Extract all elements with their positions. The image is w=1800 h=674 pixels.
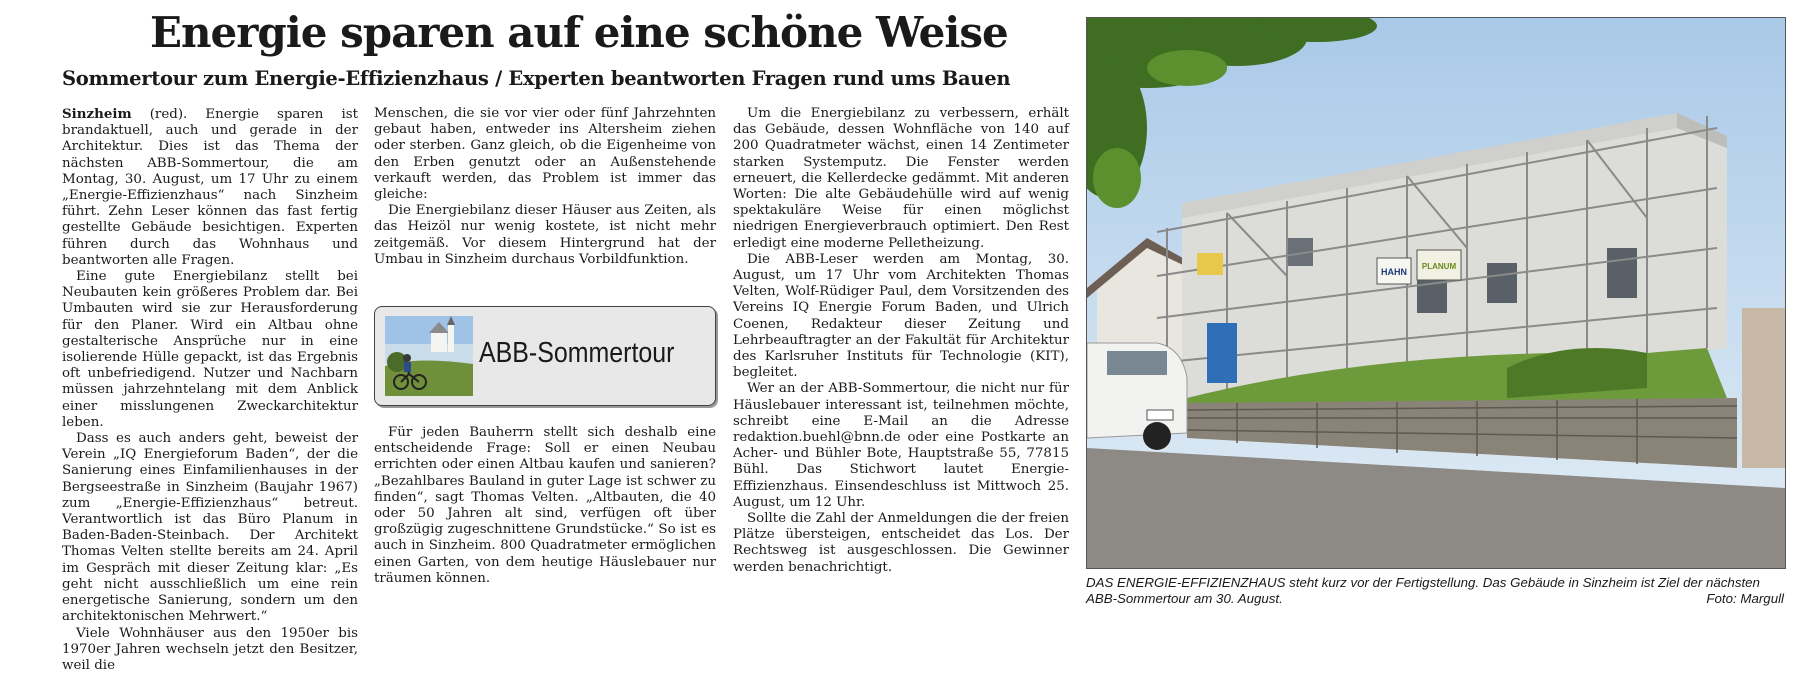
sommertour-logo-box (374, 306, 716, 406)
paragraph: Sollte die Zahl der Anmeldungen die der freien Plätze übersteigen, entscheidet das Los. Der Rechtsweg ist ausgeschlossen. Die Gewinner werden benachrichtigt. (733, 511, 1069, 576)
article-column-1 (62, 106, 358, 674)
photo-caption (1086, 575, 1784, 607)
sommertour-label: ABB-Sommertour (479, 337, 674, 370)
paragraph (62, 106, 358, 269)
caption-text: DAS ENERGIE-EFFIZIENZHAUS steht kurz vor der Fertigstellung. Das Gebäude in Sinzheim ist Ziel der nächsten ABB-Sommertour am 30. August. (1086, 575, 1760, 606)
dateline: Sinzheim (62, 106, 132, 122)
paragraph: Viele Wohnhäuser aus den 1950er bis 1970er Jahren wechseln jetzt den Besitzer, weil die (62, 626, 358, 674)
paragraph: Eine gute Energiebilanz stellt bei Neubauten kein größeres Problem dar. Bei Umbauten wird sie zur Herausforderung für den Planer. Wird ein Altbau ohne gestalterische Ansprüche nur in eine isolierende Hülle gepackt, ist das Ergebnis oft unbefriedigend. Nutzer und Nachbarn müssen jahrzehntelang mit dem Anblick einer misslungenen Zweckarchitektur leben. (62, 269, 358, 431)
article-column-2 (374, 106, 716, 268)
photo-credit: Foto: Margull (1706, 591, 1784, 607)
paragraph: Wer an der ABB-Sommertour, die nicht nur für Häuslebauer interessant ist, teilnehmen möchte, schreibt eine E-Mail an die Adresse redaktion.buehl@bnn.de oder eine Postkarte an Acher- und Bühler Bote, Hauptstraße 55, 77815 Bühl. Das Stichwort lautet Energie-Effizienzhaus. Einsendeschluss ist Mittwoch 25. August, um 12 Uhr. (733, 381, 1069, 511)
paragraph: Die Energiebilanz dieser Häuser aus Zeiten, als das Heizöl nur wenig kostete, ist nicht mehr zeitgemäß. Vor diesem Hintergrund hat der Umbau in Sinzheim durchaus Vorbildfunktion. (374, 203, 716, 268)
scaffold-sign-2: PLANUM (1422, 262, 1457, 271)
article-column-3 (733, 106, 1069, 576)
headline: Energie sparen auf eine schöne Weise (150, 8, 940, 57)
paragraph: Für jeden Bauherrn stellt sich deshalb eine entscheidende Frage: Soll er einen Neubau errichten oder einen Altbau kaufen und sanieren? „Bezahlbares Bauland in guter Lage ist schwer zu finden“, sagt Thomas Velten. „Altbauten, die 40 oder 50 Jahren alt sind, verfügen oft über großzügig zugeschnittene Grundstücke.“ So ist es auch in Sinzheim. 800 Quadratmeter ermöglichen einen Garten, von dem heutige Häuslebauer nur träumen können. (374, 425, 716, 587)
paragraph: Um die Energiebilanz zu verbessern, erhält das Gebäude, dessen Wohnfläche von 140 auf 200 Quadratmeter wächst, einen 14 Zentimeter starken Systemputz. Die Fenster werden erneuert, die Kellerdecke gedämmt. Mit anderen Worten: Die alte Gebäudehülle wird auf wenig spektakuläre Weise für einen möglichst niedrigen Energieverbrauch optimiert. Den Rest erledigt eine moderne Pelletheizung. (733, 106, 1069, 252)
article-column-2-continued (374, 425, 716, 587)
paragraph: Die ABB-Leser werden am Montag, 30. August, um 17 Uhr vom Architekten Thomas Velten, Wolf-Rüdiger Paul, dem Vorsitzenden des Vereins IQ Energie Forum Baden, und Ulrich Coenen, Redakteur dieser Zeitung und Lehrbeauftragter an der Fakultät für Architektur des Karlsruher Instituts für Technologie (KIT), begleitet. (733, 252, 1069, 382)
scaffold-sign-1: HAHN (1381, 267, 1407, 277)
paragraph: Dass es auch anders geht, beweist der Verein „IQ Energieforum Baden“, der die Sanierung eines Einfamilienhauses in der Bergseestraße in Sinzheim (Baujahr 1967) zum „Energie-Effizienzhaus“ betreut. Verantwortlich ist das Büro Planum in Baden-Baden-Steinbach. Der Architekt Thomas Velten stellte bereits am 24. April im Gespräch mit dieser Zeitung klar: „Es geht nicht ausschließlich um eine rein energetische Sanierung, sondern um den architektonischen Mehrwert.“ (62, 431, 358, 625)
cyclist-photo (385, 316, 473, 396)
subheadline: Sommertour zum Energie-Effizienzhaus / Experten beantworten Fragen rund ums Bauen (62, 67, 1062, 90)
house-photo (1086, 17, 1786, 569)
paragraph: Menschen, die sie vor vier oder fünf Jahrzehnten gebaut haben, entweder ins Altersheim ziehen oder sterben. Ganz gleich, ob die Eigenheime von den Erben genutzt oder an Außenstehende verkauft werden, das Problem ist immer das gleiche: (374, 106, 716, 203)
lead-text: (red). Energie sparen ist brandaktuell, auch und gerade in der Architektur. Dies ist das Thema der nächsten ABB-Sommertour, die am Montag, 30. August, um 17 Uhr zu einem „Energie-Effizienzhaus“ nach Sinzheim führt. Zehn Leser können das fast fertig gestellte Gebäude besichtigen. Experten führen durch das Wohnhaus und beantworten alle Fragen. (62, 107, 358, 268)
